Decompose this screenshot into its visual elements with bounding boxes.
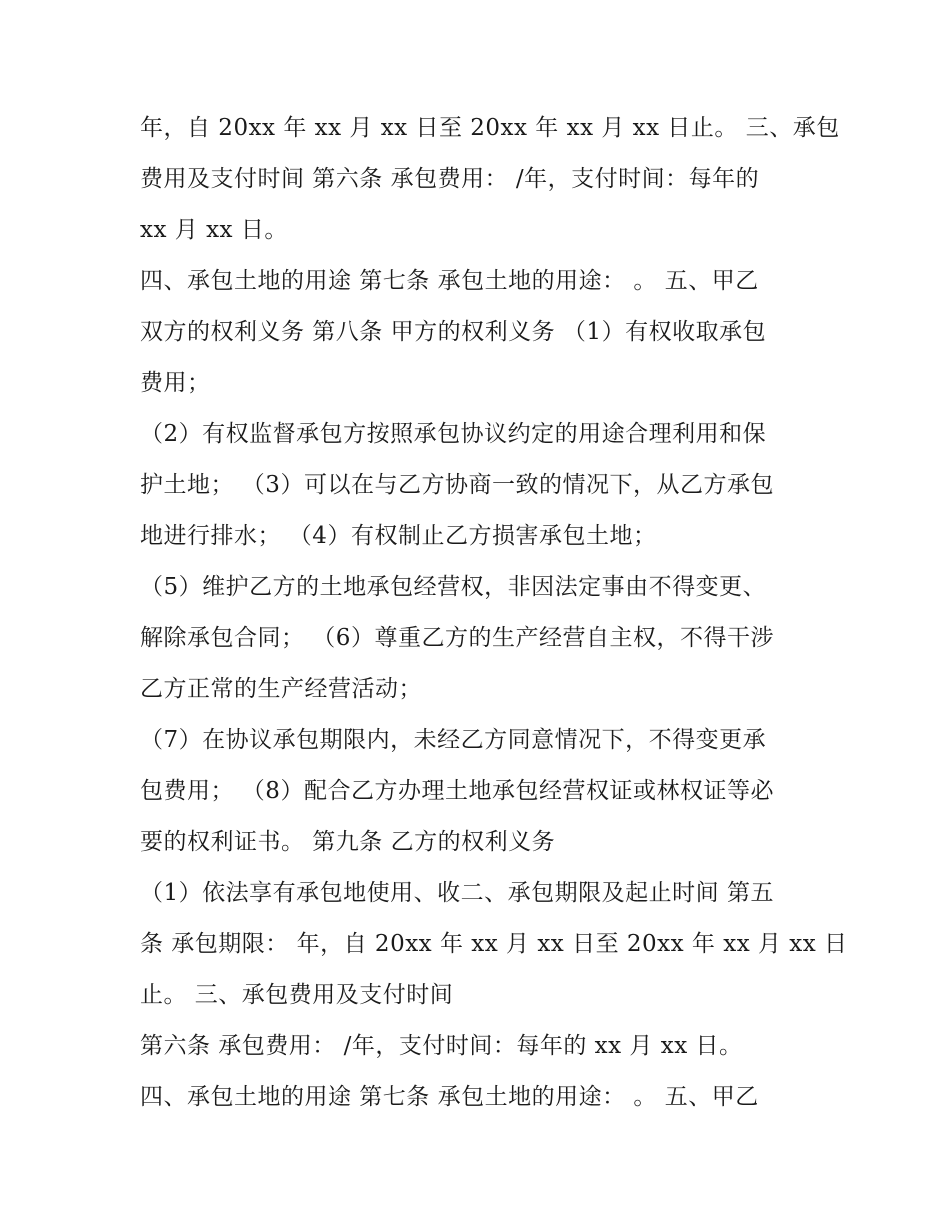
text-line: xx 月 xx 日。 [140, 217, 288, 243]
text-line: 费用； [140, 370, 211, 396]
text-line: 四、承包土地的用途 第七条 承包土地的用途： 。 五、甲乙 [140, 1084, 759, 1110]
text-line: 解除承包合同； （6）尊重乙方的生产经营自主权，不得干涉 [140, 625, 774, 651]
text-line: 要的权利证书。 第九条 乙方的权利义务 [140, 829, 556, 855]
text-line: 护土地； （3）可以在与乙方协商一致的情况下，从乙方承包 [140, 472, 774, 498]
text-line: 双方的权利义务 第八条 甲方的权利义务 （1）有权收取承包 [140, 319, 767, 345]
text-line: （7）在协议承包期限内，未经乙方同意情况下，不得变更承 [140, 727, 767, 753]
text-line: 包费用； （8）配合乙方办理土地承包经营权证或林权证等必 [140, 778, 774, 804]
text-line: 年，自 20xx 年 xx 月 xx 日至 20xx 年 xx 月 xx 日止。 三、承包 [140, 115, 840, 141]
text-line: （1）依法享有承包地使用、收二、承包期限及起止时间 第五 [140, 880, 774, 906]
text-line: 地进行排水； （4）有权制止乙方损害承包土地； [140, 523, 657, 549]
text-line: （5）维护乙方的土地承包经营权，非因法定事由不得变更、 [140, 574, 767, 600]
text-line: 条 承包期限： 年，自 20xx 年 xx 月 xx 日至 20xx 年 xx 月 xx 日 [140, 931, 848, 957]
text-line: （2）有权监督承包方按照承包协议约定的用途合理利用和保 [140, 421, 767, 447]
document-body [140, 103, 848, 1123]
text-line: 第六条 承包费用： /年，支付时间：每年的 xx 月 xx 日。 [140, 1033, 743, 1059]
text-line: 止。 三、承包费用及支付时间 [140, 982, 454, 1008]
text-line: 费用及支付时间 第六条 承包费用： /年，支付时间：每年的 [140, 166, 760, 192]
text-line: 乙方正常的生产经营活动； [140, 676, 422, 702]
text-line: 四、承包土地的用途 第七条 承包土地的用途： 。 五、甲乙 [140, 268, 759, 294]
